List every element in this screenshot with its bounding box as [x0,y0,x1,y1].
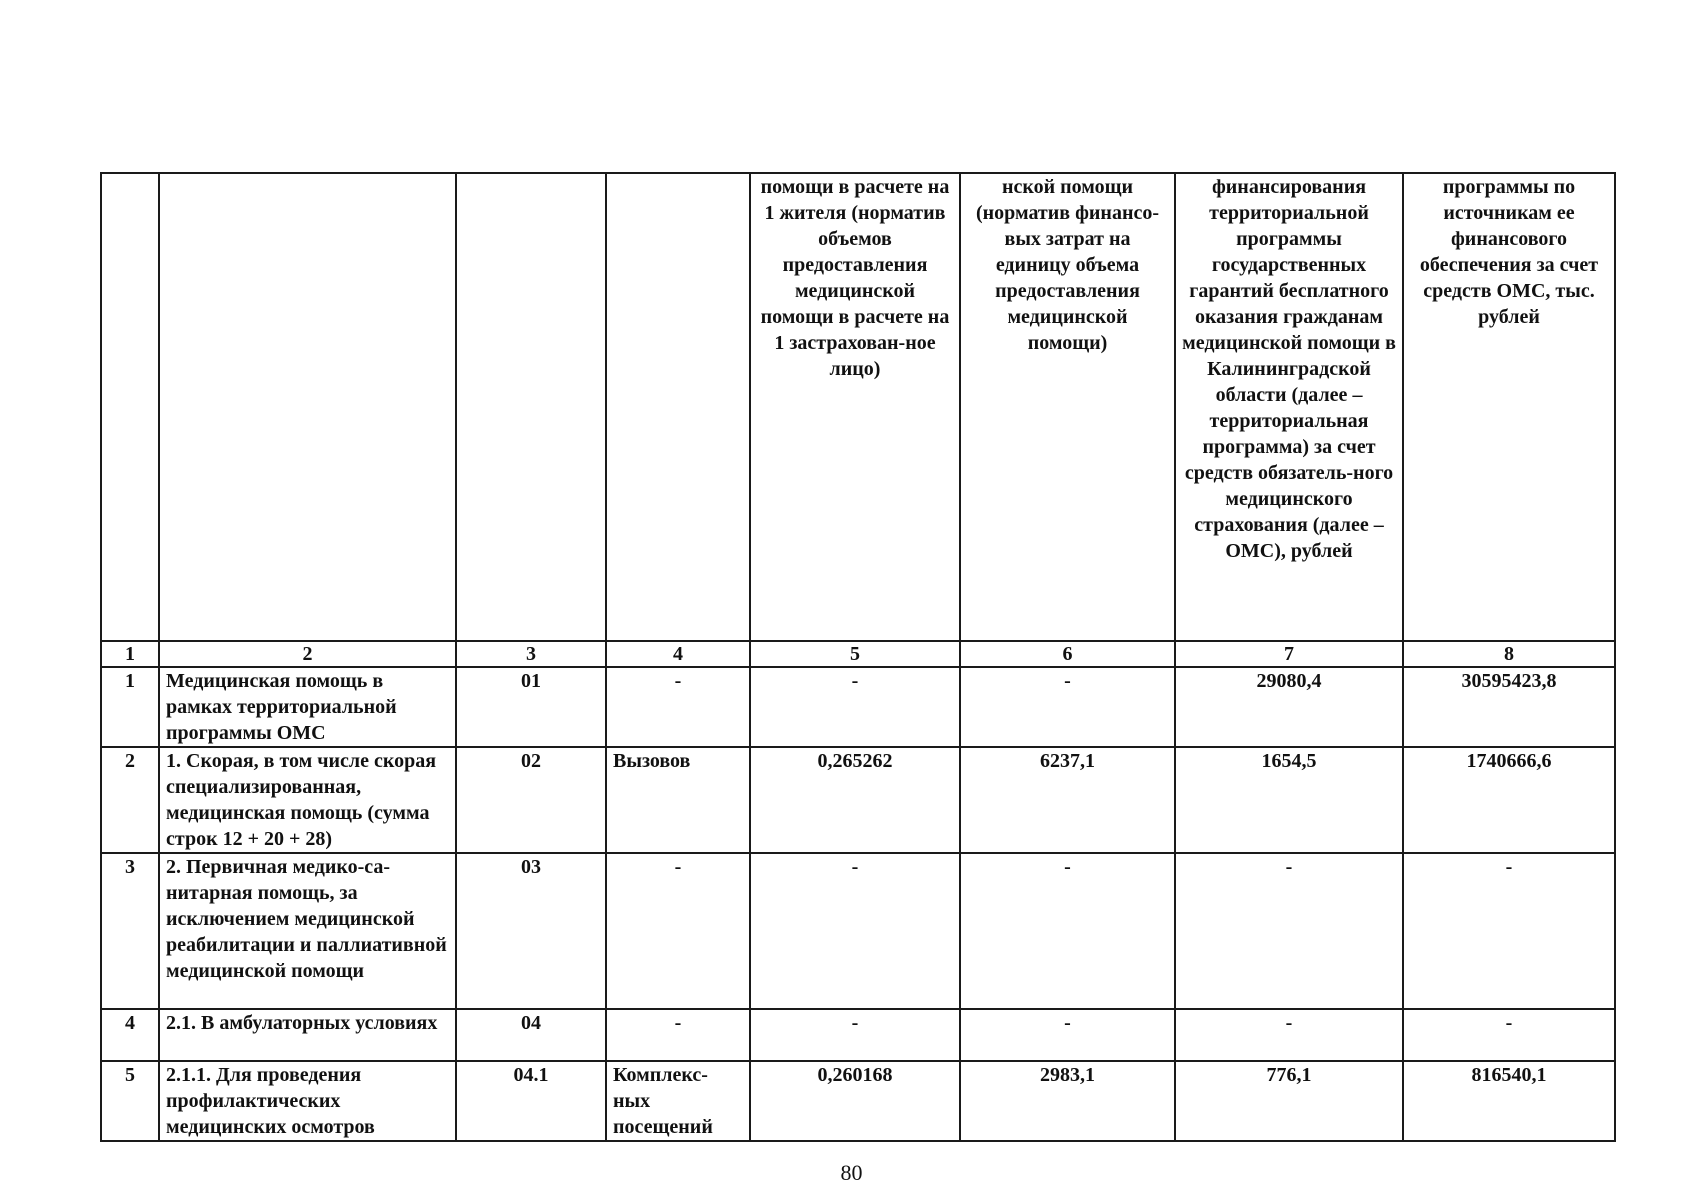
row-norm-cost: 2983,1 [960,1061,1175,1141]
row-norm-cost: 6237,1 [960,747,1175,853]
header-cell-5: помощи в расчете на 1 жителя (норматив объемов предоставления медицинской помощи в расчете на 1 застрахован-ное лицо) [750,173,960,641]
row-total: - [1403,1009,1615,1061]
row-name: Медицинская помощь в рамках территориальной программы ОМС [159,667,456,747]
row-code: 02 [456,747,606,853]
row-per-capita: - [1175,1009,1403,1061]
row-per-capita: - [1175,853,1403,1009]
row-name: 2.1. В амбулаторных условиях [159,1009,456,1061]
row-norm-cost: - [960,1009,1175,1061]
row-code: 04.1 [456,1061,606,1141]
row-norm-volume: 0,265262 [750,747,960,853]
table-row [101,667,1615,747]
row-per-capita: 1654,5 [1175,747,1403,853]
row-norm-volume: - [750,667,960,747]
header-cell-3 [456,173,606,641]
header-cell-6: нской помощи (норматив финансо-вых затрат на единицу объема предоставления медицинской помощи) [960,173,1175,641]
row-total: 816540,1 [1403,1061,1615,1141]
column-number: 6 [960,641,1175,667]
row-unit: - [606,853,750,1009]
row-unit: Вызовов [606,747,750,853]
header-row [101,173,1615,641]
row-number: 5 [101,1061,159,1141]
row-unit: - [606,667,750,747]
row-code: 04 [456,1009,606,1061]
row-total: - [1403,853,1615,1009]
column-number-row [101,641,1615,667]
row-number: 4 [101,1009,159,1061]
row-norm-volume: 0,260168 [750,1061,960,1141]
row-name: 2.1.1. Для проведения профилактических медицинских осмотров [159,1061,456,1141]
column-number: 4 [606,641,750,667]
row-number: 3 [101,853,159,1009]
row-norm-volume: - [750,1009,960,1061]
row-per-capita: 776,1 [1175,1061,1403,1141]
row-total: 30595423,8 [1403,667,1615,747]
row-code: 01 [456,667,606,747]
header-cell-2 [159,173,456,641]
table-row [101,1061,1615,1141]
header-cell-1 [101,173,159,641]
column-number: 2 [159,641,456,667]
row-norm-volume: - [750,853,960,1009]
row-name: 2. Первичная медико-са-нитарная помощь, за исключением медицинской реабилитации и паллиативной медицинской помощи [159,853,456,1009]
page-number: 80 [840,1160,863,1185]
row-unit: Комплекс-ных посещений [606,1061,750,1141]
row-total: 1740666,6 [1403,747,1615,853]
budget-table [100,172,1616,1142]
row-number: 2 [101,747,159,853]
column-number: 3 [456,641,606,667]
row-unit: - [606,1009,750,1061]
row-per-capita: 29080,4 [1175,667,1403,747]
row-name: 1. Скорая, в том числе скорая специализированная, медицинская помощь (сумма строк 12 + 20 + 28) [159,747,456,853]
row-norm-cost: - [960,853,1175,1009]
table-row [101,747,1615,853]
row-norm-cost: - [960,667,1175,747]
table-row [101,853,1615,1009]
table-row [101,1009,1615,1061]
column-number: 1 [101,641,159,667]
row-code: 03 [456,853,606,1009]
column-number: 5 [750,641,960,667]
row-number: 1 [101,667,159,747]
column-number: 7 [1175,641,1403,667]
header-cell-4 [606,173,750,641]
column-number: 8 [1403,641,1615,667]
header-cell-8: программы по источникам ее финансового обеспечения за счет средств ОМС, тыс. рублей [1403,173,1615,641]
header-cell-7: финансирования территориальной программы государственных гарантий бесплатного оказания гражданам медицинской помощи в Калининградской области (далее – территориальная программа) за счет средств обязатель-ного медицинского страхования (далее – ОМС), рублей [1175,173,1403,641]
